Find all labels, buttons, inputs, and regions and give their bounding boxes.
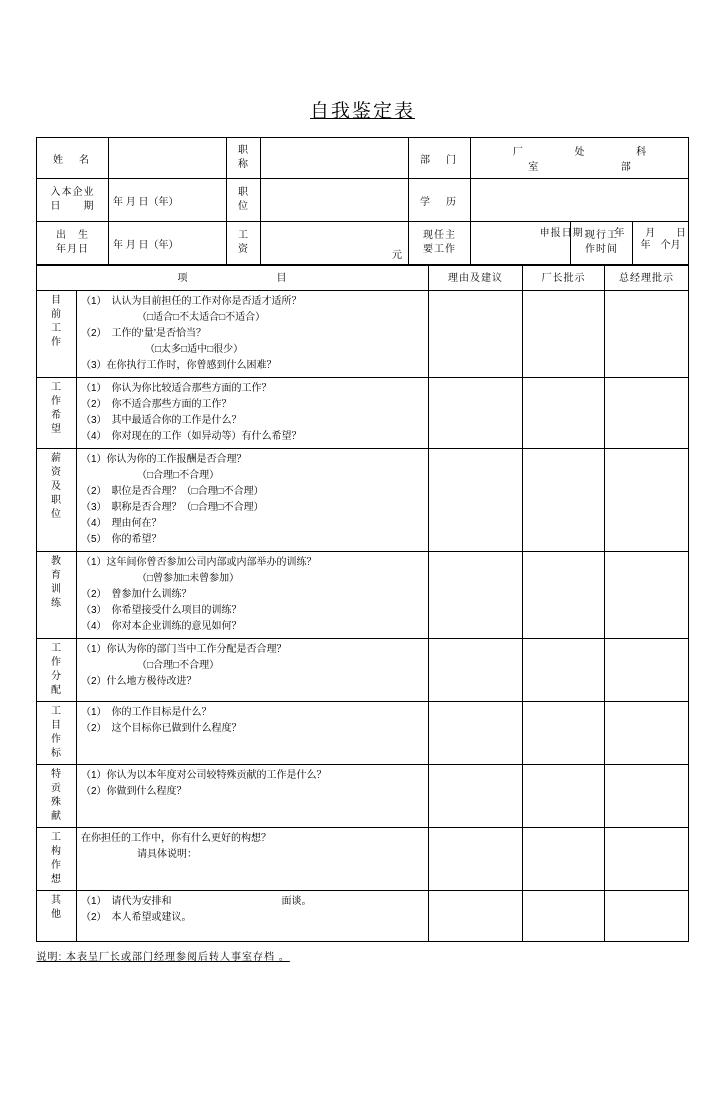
join-date-label: 入本企业 日 期 [37,179,109,222]
list-item: （2）你做到什么程度？ [81,786,187,797]
document-page [0,96,725,1120]
current-work-time-label: 现行工 作时间 [571,222,633,265]
manager-cell[interactable] [523,639,605,702]
reason-cell[interactable] [429,891,523,942]
section-header-row [37,266,689,291]
list-item[interactable]: （□合理□不合理） [137,660,220,671]
table-row [37,291,689,378]
section-content-training [77,552,429,639]
table-row [37,891,689,942]
list-item: （3） 其中最适合你的工作是什么？ [81,415,242,426]
manager-cell[interactable] [523,291,605,378]
position-label: 职 位 [227,179,261,222]
section-label-current-work: 目 前 工 作 [37,291,77,378]
gm-cell[interactable] [605,702,689,765]
salary-label: 工 资 [227,222,261,265]
section-label-work-idea: 工 构 作 想 [37,828,77,891]
gm-cell[interactable] [605,639,689,702]
list-item: （1）你认为以本年度对公司较特殊贡献的工作是什么？ [81,770,327,781]
manager-cell[interactable] [523,765,605,828]
dept-option-section[interactable]: 科 [636,147,647,158]
apply-date-month: 月 [645,228,657,239]
current-work-time-value[interactable]: 年 个月 [633,222,689,265]
header-item: 项 目 [37,266,429,291]
list-item: （2） 曾参加什么训练？ [81,589,192,600]
section-content-special-contribution [77,765,429,828]
header-manager: 厂长批示 [523,266,605,291]
reason-cell[interactable] [429,449,523,552]
apply-date-day: 日 [676,228,687,239]
section-label-training: 教 育 训 练 [37,552,77,639]
dept-option-department[interactable]: 部 [620,162,631,173]
title-value[interactable] [261,138,409,179]
list-item: （3） 你希望接受什么项目的训练？ [81,605,242,616]
section-content-work-goal [77,702,429,765]
gm-cell[interactable] [605,552,689,639]
list-item: （1）你认为你的部门当中工作分配是否合理？ [81,644,287,655]
reason-cell[interactable] [429,702,523,765]
list-item: 请具体说明： [137,849,197,860]
list-item[interactable]: （2） 职位是否合理？（□合理□不合理） [81,486,264,497]
manager-cell[interactable] [523,828,605,891]
apply-date-year: 年 [614,228,626,239]
dept-option-office[interactable]: 室 [528,162,539,173]
evaluation-sections-table [36,265,689,942]
list-item: （4） 你对本企业训练的意见如何？ [81,621,242,632]
table-row [37,702,689,765]
apply-date-label: 申报日期： [539,228,595,239]
dept-options-row-1 [475,143,684,158]
manager-cell[interactable] [523,702,605,765]
reason-cell[interactable] [429,378,523,449]
reason-cell[interactable] [429,552,523,639]
list-item: （2） 本人希望或建议。 [81,912,192,923]
list-item: （1） 你的工作目标是什么？ [81,707,212,718]
section-label-work-goal: 工 目 作 标 [37,702,77,765]
gm-cell[interactable] [605,765,689,828]
apply-date-line [524,224,687,239]
footer-note: 说明: 本表呈厂长或部门经理参阅后转人事室存档 。 [36,952,290,963]
list-item: （1） 请代为安排和 面谈。 [81,896,312,907]
table-row [37,378,689,449]
list-item[interactable]: （□适合□不太适合□不适合） [137,312,266,323]
section-content-salary-position [77,449,429,552]
dept-option-division[interactable]: 处 [574,147,585,158]
list-item: （1）这年间你曾否参加公司内部或内部举办的训练？ [81,557,317,568]
header-gm: 总经理批示 [605,266,689,291]
section-label-special-contribution: 特 贡 殊 献 [37,765,77,828]
reason-cell[interactable] [429,639,523,702]
list-item: （3）在你执行工作时，你曾感到什么困难？ [81,360,277,371]
education-value[interactable] [471,179,689,222]
section-content-work-hope [77,378,429,449]
header-reason: 理由及建议 [429,266,523,291]
list-item: （2） 你不适合那些方面的工作？ [81,399,232,410]
list-item: （2） 这个目标你已做到什么程度？ [81,723,242,734]
gm-cell[interactable] [605,828,689,891]
reason-cell[interactable] [429,828,523,891]
section-label-work-hope: 工 作 希 望 [37,378,77,449]
table-row [37,449,689,552]
manager-cell[interactable] [523,449,605,552]
section-label-work-allocation: 工 作 分 配 [37,639,77,702]
list-item: （2） 工作的‘量’是否恰当？ [81,328,207,339]
list-item: （4） 理由何在？ [81,518,162,529]
birth-date-label: 出 生 年月日 [37,222,109,265]
table-row [37,765,689,828]
list-item: （4） 你对现在的工作（如异动等）有什么希望？ [81,431,302,442]
position-value[interactable] [261,179,409,222]
info-row-1 [37,138,689,179]
list-item: （1） 你认为你比较适合那些方面的工作？ [81,383,272,394]
list-item[interactable]: （□合理□不合理） [137,470,220,481]
title-label: 职 称 [227,138,261,179]
name-value[interactable] [109,138,227,179]
dept-option-factory[interactable]: 厂 [512,147,523,158]
gm-cell[interactable] [605,378,689,449]
birth-date-value[interactable]: 年 月 日（年） [109,222,227,265]
manager-cell[interactable] [523,552,605,639]
dept-options-row-2 [475,158,684,173]
list-item: （2）什么地方极待改进？ [81,676,197,687]
manager-cell[interactable] [523,378,605,449]
name-label: 姓 名 [37,138,109,179]
table-row [37,552,689,639]
table-row [37,828,689,891]
salary-value[interactable] [261,222,409,265]
current-main-work-label: 现任主 要工作 [409,222,471,265]
list-item: （1）你认为你的工作报酬是否合理？ [81,454,247,465]
section-content-work-idea [77,828,429,891]
list-item: 在你担任的工作中，你有什么更好的构想？ [81,833,271,844]
gm-cell[interactable] [605,891,689,942]
info-row-2 [37,179,689,222]
section-content-work-allocation [77,639,429,702]
list-item: （5） 你的希望？ [81,534,162,545]
section-label-other: 其 他 [37,891,77,942]
reason-cell[interactable] [429,765,523,828]
section-label-salary-position: 薪 资 及 职 位 [37,449,77,552]
dept-label: 部 门 [409,138,471,179]
employee-info-table [36,137,689,265]
page-title: 自我鉴定表 [309,101,415,122]
table-row [37,639,689,702]
list-item: （1） 认认为目前担任的工作对你是否适才适所？ [81,296,302,307]
manager-cell[interactable] [523,891,605,942]
gm-cell[interactable] [605,449,689,552]
list-item[interactable]: （□太多□适中□很少） [145,344,244,355]
reason-cell[interactable] [429,291,523,378]
section-content-current-work [77,291,429,378]
gm-cell[interactable] [605,291,689,378]
salary-unit: 元 [392,250,402,261]
list-item[interactable]: （3） 职称是否合理？（□合理□不合理） [81,502,264,513]
section-content-other [77,891,429,942]
education-label: 学 历 [409,179,471,222]
list-item[interactable]: （□曾参加□未曾参加） [137,573,240,584]
join-date-value[interactable]: 年 月 日（年） [109,179,227,222]
dept-value[interactable] [471,138,689,179]
